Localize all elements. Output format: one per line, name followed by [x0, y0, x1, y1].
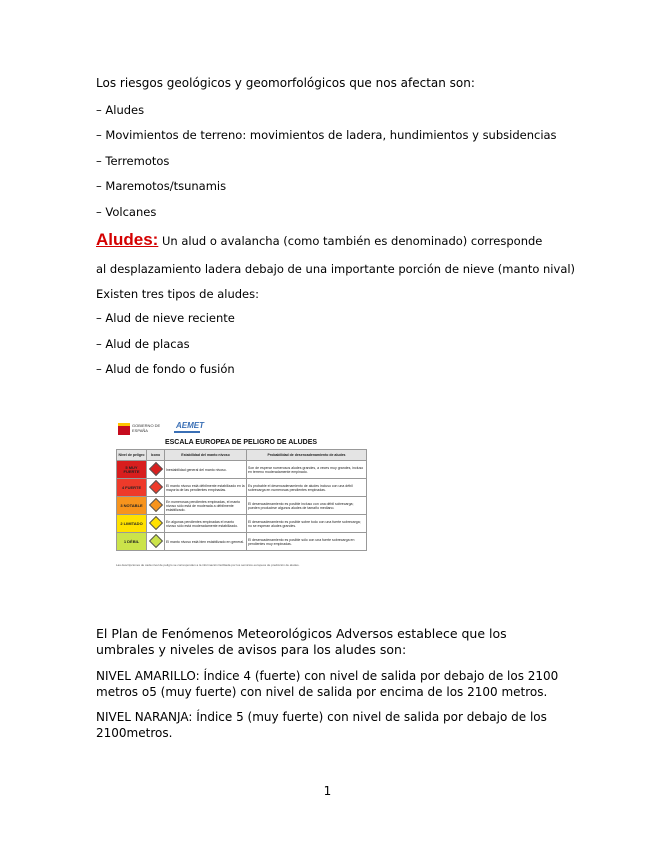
aludes-definition-line-2: al desplazamiento ladera debajo de una importante porción de nieve (manto nival) [96, 262, 576, 276]
scale-row [117, 497, 367, 515]
scale-footnote: Las descripciones de cada nivel de peligro se corresponden a la información facilitada por los servicios europeos de predicción de aludes. [116, 563, 300, 567]
scale-probability-cell: Es probable el desencadenamiento de aludes incluso con una débil sobrecarga en numerosas pendientes empinadas. [247, 479, 367, 497]
scale-row [117, 479, 367, 497]
alud-type-reciente: – Alud de nieve reciente [96, 311, 235, 325]
scale-icon-cell [147, 515, 165, 533]
risk-item-terremotos: – Terremotos [96, 154, 170, 168]
intro-line: Los riesgos geológicos y geomorfológicos que nos afectan son: [96, 76, 475, 90]
gov-logo-text: GOBIERNO DE ESPAÑA [132, 423, 161, 433]
nivel-amarillo-paragraph: NIVEL AMARILLO: Índice 4 (fuerte) con nivel de salida por debajo de los 2100 metros o5 (muy fuerte) con nivel de salida por encima de los 2100 metros. [96, 669, 559, 699]
nivel-naranja-paragraph: NIVEL NARANJA: Índice 5 (muy fuerte) con nivel de salida por debajo de los 2100metros. [96, 710, 547, 740]
scale-stability-cell: El manto nivoso está débilmente estabilizado en la mayoría de las pendientes empinadas. [165, 479, 247, 497]
aemet-logo-bar [174, 431, 200, 433]
page-number: 1 [323, 784, 332, 798]
scale-level-cell: 1 DÉBIL [117, 533, 147, 551]
scale-stability-cell: Inestabilidad general del manto nivoso. [165, 461, 247, 479]
scale-header: Estabilidad del manto nivoso [165, 450, 247, 461]
risk-item-volcanes: – Volcanes [96, 205, 157, 219]
aludes-definition-line-1 [96, 230, 542, 250]
risk-item-aludes: – Aludes [96, 103, 145, 117]
scale-icon-cell [147, 461, 165, 479]
avalanche-danger-scale-image [116, 417, 366, 609]
aludes-heading: Aludes: [96, 230, 159, 249]
scale-level-cell: 3 NOTABLE [117, 497, 147, 515]
scale-stability-cell: En numerosas pendientes empinadas, el manto nivoso sólo está de moderada a débilmente estabilizado. [165, 497, 247, 515]
scale-stability-cell: En algunas pendientes empinadas el manto nivoso sólo está moderadamente estabilizado. [165, 515, 247, 533]
alud-type-fondo: – Alud de fondo o fusión [96, 362, 235, 376]
scale-probability-cell: El desencadenamiento es posible sólo con una fuerte sobrecarga en pendientes muy empinadas. [247, 533, 367, 551]
plan-paragraph: El Plan de Fenómenos Meteorológicos Adversos establece que los umbrales y niveles de avisos para los aludes son: [96, 626, 507, 657]
spain-flag-icon [118, 423, 130, 435]
scale-table [116, 449, 367, 551]
scale-probability-cell: Son de esperar numerosos aludes grandes, a veces muy grandes, incluso en terreno moderadamente empinado. [247, 461, 367, 479]
danger-level-icon [148, 498, 162, 512]
scale-row [117, 533, 367, 551]
scale-icon-cell [147, 479, 165, 497]
danger-level-icon [148, 462, 162, 476]
scale-level-cell: 2 LIMITADO [117, 515, 147, 533]
scale-header: Nivel de peligro [117, 450, 147, 461]
scale-icon-cell [147, 533, 165, 551]
scale-header: Icono [147, 450, 165, 461]
alud-types-intro: Existen tres tipos de aludes: [96, 287, 259, 301]
alud-type-placas: – Alud de placas [96, 337, 190, 351]
scale-level-cell: 4 FUERTE [117, 479, 147, 497]
risk-item-maremotos: – Maremotos/tsunamis [96, 179, 227, 193]
scale-header: Probabilidad de desencadenamiento de aludes [247, 450, 367, 461]
danger-level-icon [148, 480, 162, 494]
scale-level-cell: 5 MUY FUERTE [117, 461, 147, 479]
danger-level-icon [148, 534, 162, 548]
scale-probability-cell: El desencadenamiento es posible sobre todo con una fuerte sobrecarga; no se esperan aludes grandes. [247, 515, 367, 533]
scale-row [117, 515, 367, 533]
aludes-def-text-1: Un alud o avalancha (como también es denominado) corresponde [158, 234, 543, 248]
danger-level-icon [148, 516, 162, 530]
scale-logos [116, 419, 366, 437]
scale-icon-cell [147, 497, 165, 515]
scale-title: ESCALA EUROPEA DE PELIGRO DE ALUDES [164, 439, 318, 446]
scale-stability-cell: El manto nivoso está bien estabilizado en general. [165, 533, 247, 551]
scale-row [117, 461, 367, 479]
scale-probability-cell: El desencadenamiento es posible incluso con una débil sobrecarga; pueden producirse algunos aludes de tamaño mediano. [247, 497, 367, 515]
risk-item-movimientos: – Movimientos de terreno: movimientos de ladera, hundimientos y subsidencias [96, 128, 557, 142]
aemet-logo: AEMET [176, 421, 204, 430]
